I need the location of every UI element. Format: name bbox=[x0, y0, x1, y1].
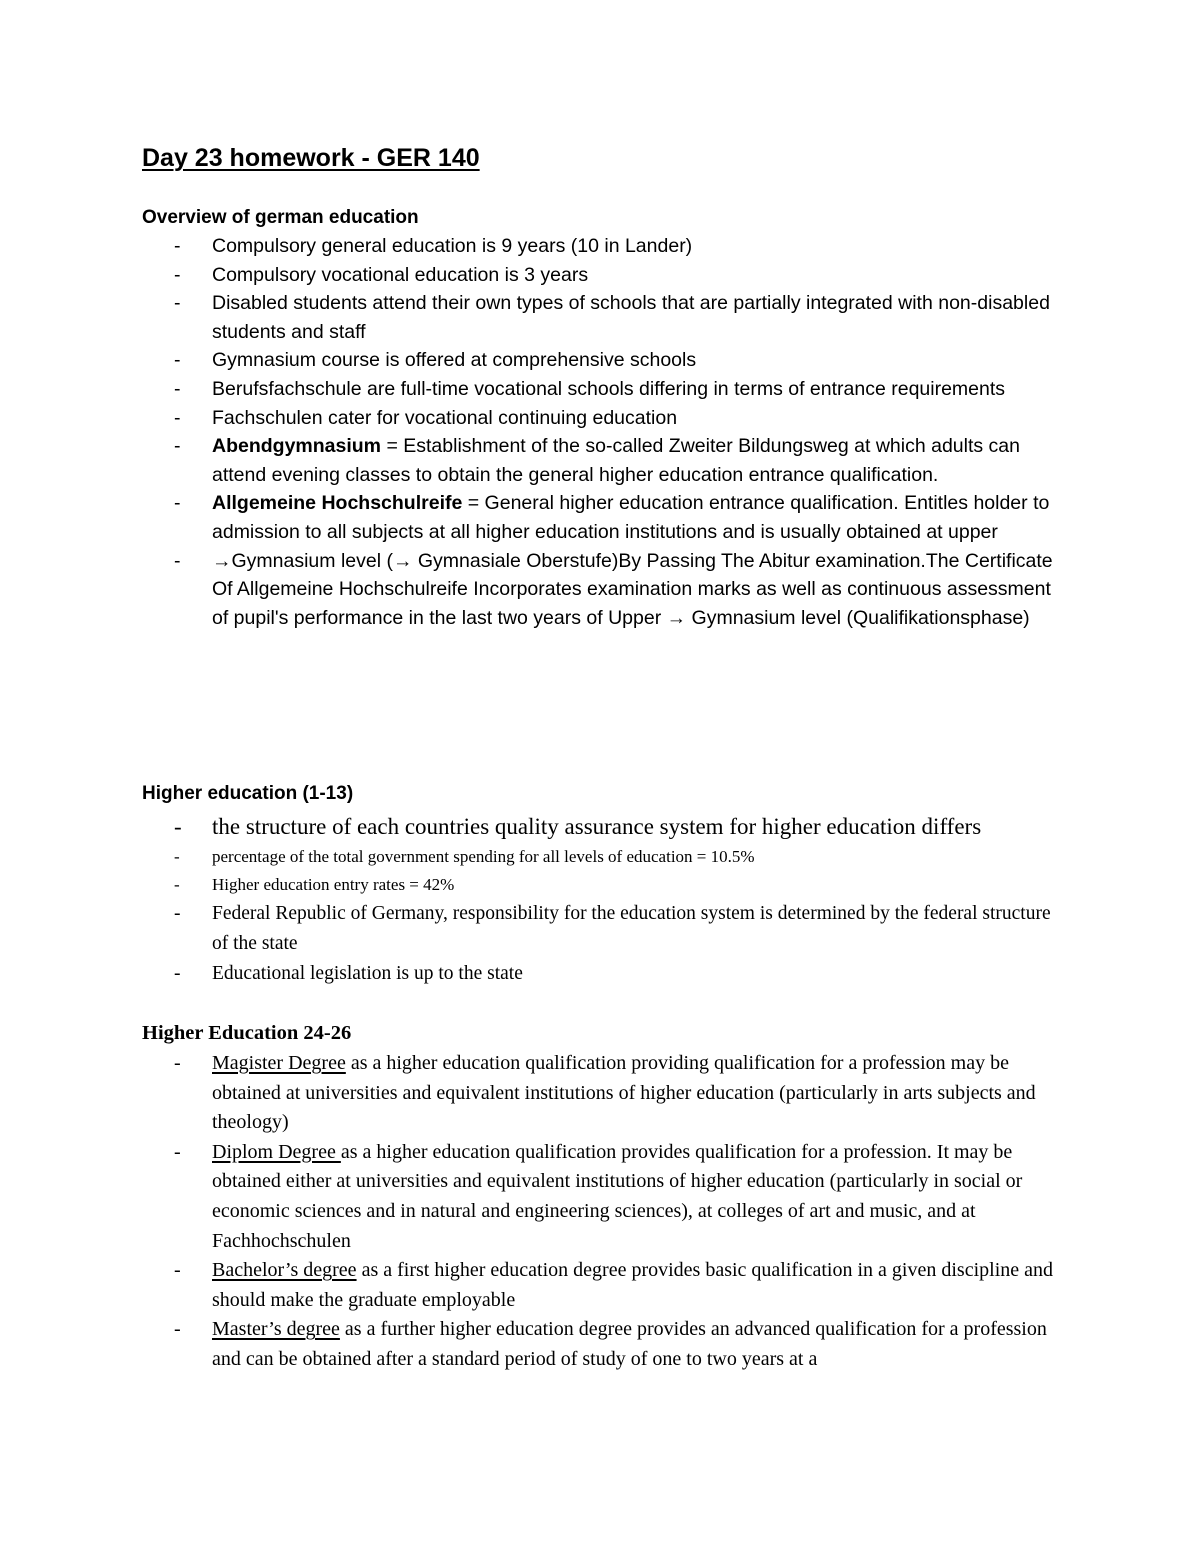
item-text: Disabled students attend their own types of schools that are partially integrated with non-disabled students and staff bbox=[212, 292, 1050, 343]
bullet-list bbox=[142, 811, 1067, 989]
dash-bullet: - bbox=[174, 406, 181, 429]
item-text: Compulsory vocational education is 3 years bbox=[212, 263, 589, 286]
list-item bbox=[142, 432, 1067, 489]
dash-bullet: - bbox=[174, 435, 181, 458]
item-text: as a higher education qualification providing qualification for a profession may be obtained at universities and equivalent institutions of higher education (particularly in arts subjects and theology) bbox=[212, 1052, 1036, 1134]
dash-bullet: - bbox=[174, 1259, 181, 1282]
list-item bbox=[142, 346, 1067, 375]
list-item bbox=[142, 959, 1067, 989]
dash-bullet: - bbox=[174, 875, 180, 894]
dash-bullet: - bbox=[174, 1140, 181, 1163]
item-text: Compulsory general education is 9 years (10 in Lander) bbox=[212, 235, 693, 257]
list-item bbox=[142, 871, 1067, 899]
dash-bullet: - bbox=[174, 1318, 181, 1341]
item-text: = Establishment of the so-called Zweiter Bildungsweg at which adults can attend evening classes to obtain the general higher education entrance qualification. bbox=[212, 435, 1020, 486]
item-text: as a higher education qualification provides qualification for a profession. It may be obtained either at universities and equivalent institutions of higher education (particularly in social or economic sciences and in natural and engineering sciences), at colleges of art and music, and at Fachhochschulen bbox=[212, 1140, 1023, 1252]
underlined-term: Bachelor’s degree bbox=[212, 1259, 357, 1282]
item-text: = General higher education entrance qualification. Entitles holder to admission to all subjects at all higher education institutions and is usually obtained at upper bbox=[212, 492, 1050, 543]
list-item bbox=[142, 1138, 1067, 1256]
item-text: percentage of the total government spending for all levels of education = 10.5% bbox=[212, 847, 755, 866]
underlined-term: Magister Degree bbox=[212, 1052, 346, 1074]
dash-bullet: - bbox=[174, 349, 181, 372]
item-text: as a further higher education degree provides an advanced qualification for a profession and can be obtained after a standard period of study of one to two years at a bbox=[212, 1318, 1047, 1370]
list-item bbox=[142, 899, 1067, 959]
list-item bbox=[142, 843, 1067, 871]
underlined-term: Master’s degree bbox=[212, 1318, 340, 1341]
bold-term: Allgemeine Hochschulreife bbox=[212, 492, 463, 515]
list-item bbox=[142, 1315, 1067, 1374]
item-text: as a first higher education degree provides basic qualification in a given discipline and should make the graduate employable bbox=[212, 1259, 1053, 1311]
bold-term: Abendgymnasium bbox=[212, 435, 382, 458]
bullet-list bbox=[142, 1049, 1067, 1375]
item-text: the structure of each countries quality assurance system for higher education differs bbox=[212, 814, 982, 839]
item-text: Gymnasium course is offered at comprehensive schools bbox=[212, 349, 697, 372]
dash-bullet: - bbox=[174, 814, 182, 839]
list-item bbox=[142, 489, 1067, 546]
list-item bbox=[142, 404, 1067, 433]
dash-bullet: - bbox=[174, 847, 180, 866]
section-higher-education-1-13 bbox=[142, 779, 1067, 989]
list-item bbox=[142, 261, 1067, 290]
list-item bbox=[142, 811, 1067, 843]
section-heading: Higher Education 24-26 bbox=[142, 1022, 352, 1044]
list-item bbox=[142, 375, 1067, 404]
dash-bullet: - bbox=[174, 549, 181, 572]
section-higher-education-24-26 bbox=[142, 1018, 1067, 1375]
page-title: Day 23 homework - GER 140 bbox=[142, 144, 480, 172]
list-item bbox=[142, 232, 1067, 261]
dash-bullet: - bbox=[174, 377, 181, 400]
dash-bullet: - bbox=[174, 1052, 181, 1074]
dash-bullet: - bbox=[174, 963, 181, 984]
dash-bullet: - bbox=[174, 492, 181, 515]
item-text: Fachschulen cater for vocational continuing education bbox=[212, 406, 678, 429]
list-item bbox=[142, 547, 1067, 633]
underlined-term: Diplom Degree bbox=[212, 1140, 341, 1163]
dash-bullet: - bbox=[174, 263, 181, 286]
dash-bullet: - bbox=[174, 903, 181, 924]
section-heading: Overview of german education bbox=[142, 207, 419, 228]
item-text: Berufsfachschule are full-time vocational schools differing in terms of entrance requirements bbox=[212, 377, 1006, 400]
list-item bbox=[142, 1049, 1067, 1138]
section-heading: Higher education (1-13) bbox=[142, 783, 354, 804]
bullet-list bbox=[142, 232, 1067, 632]
dash-bullet: - bbox=[174, 235, 181, 257]
item-text: Federal Republic of Germany, responsibility for the education system is determined by the federal structure of the state bbox=[212, 903, 1051, 954]
list-item bbox=[142, 1256, 1067, 1315]
item-text: →Gymnasium level (→ Gymnasiale Oberstufe)By Passing The Abitur examination.The Certificate Of Allgemeine Hochschulreife Incorporates examination marks as well as continuous assessment of pupil's performance in the last two years of Upper → Gymnasium level (Qualifikationsphase) bbox=[212, 549, 1053, 629]
item-text: Educational legislation is up to the state bbox=[212, 963, 523, 984]
dash-bullet: - bbox=[174, 292, 181, 315]
section-overview bbox=[142, 204, 1067, 632]
item-text: Higher education entry rates = 42% bbox=[212, 875, 455, 894]
list-item bbox=[142, 289, 1067, 346]
